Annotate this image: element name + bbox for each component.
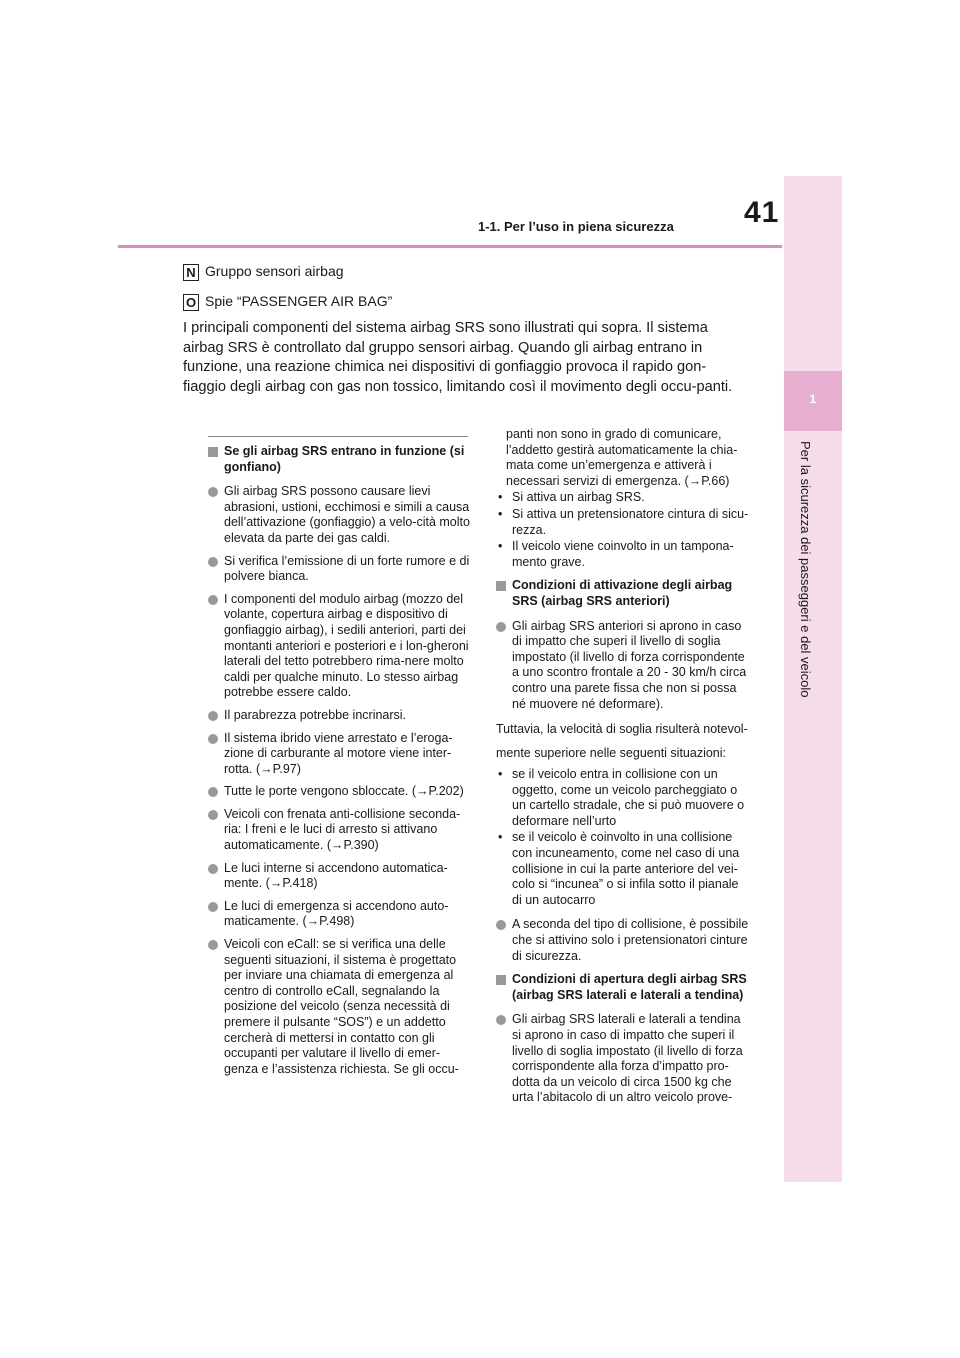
list-item: Veicoli con eCall: se si verifica una delle seguenti situazioni, il sistema è progettato per inviare una chiamata di emergenza al centro di controllo eCall, segnalando la posizione del veicolo (senza necessità di premere il pulsante “SOS”) e un addetto cercherà di mettersi in contatto con gli occupanti per valutare il livello di emer-genza e l’assistenza richiesta. Se gli occu-: [208, 937, 470, 1077]
legend-text-o: Spie “PASSENGER AIR BAG”: [205, 293, 393, 309]
chapter-label: Per la sicurezza dei passeggeri e del veicolo: [798, 441, 813, 698]
header-rule: [118, 245, 782, 248]
list-item: Tutte le porte vengono sbloccate. (→P.202): [208, 784, 470, 800]
list-item: Si verifica l’emissione di un forte rumore e di polvere bianca.: [208, 554, 470, 585]
sub-item: • Si attiva un pretensionatore cintura di sicu-rezza.: [496, 507, 750, 538]
list-item: Gli airbag SRS anteriori si aprono in caso di impatto che superi il livello di soglia impostato (il livello di forza corrispondente a uno scontro frontale a 20 - 30 km/h circa contro una parete fissa che non si possa né muovere né deformare).: [496, 619, 750, 713]
sub-item: • Si attiva un airbag SRS.: [496, 490, 750, 506]
heading-side-airbags: Condizioni di apertura degli airbag SRS (airbag SRS laterali e laterali a tendina): [496, 972, 750, 1003]
legend-item-o: [183, 293, 392, 311]
list-item: I componenti del modulo airbag (mozzo del volante, copertura airbag e dispositivo di gonfiaggio airbag), i sedili anteriori, parti dei montanti anteriori e posteriori e i lon-gheroni laterali del tetto potrebbero rima-nere molto caldi per qualche minuto. Lo stesso airbag potrebbe essere caldo.: [208, 592, 470, 701]
legend-text-n: Gruppo sensori airbag: [205, 263, 344, 279]
list-item: Le luci di emergenza si accendono auto-maticamente. (→P.498): [208, 899, 470, 930]
heading-front-airbags: Condizioni di attivazione degli airbag SRS (airbag SRS anteriori): [496, 578, 750, 609]
list-item: A seconda del tipo di collisione, è possibile che si attivino solo i pretensionatori cinture di sicurezza.: [496, 917, 750, 964]
page-number: 41: [744, 196, 780, 229]
sub-item: • se il veicolo entra in collisione con un oggetto, come un veicolo parcheggiato o un cartello stradale, che si può muovere o deformare nell’urto: [496, 767, 750, 829]
legend-item-n: [183, 263, 344, 281]
badge-o: O: [183, 294, 199, 311]
right-column: [496, 427, 750, 1113]
intro-text: I principali componenti del sistema airbag SRS sono illustrati qui sopra. Il sistema airbag SRS è controllato dal gruppo sensori airbag. Quando gli airbag entrano in funzione, una reazione chimica nei dispositivi di gonfiaggio provoca il rapido gon-fiaggio degli airbag con gas non tossico, limitando così il movimento degli occu-panti.: [183, 320, 733, 395]
section-title: 1-1. Per l’uso in piena sicurezza: [478, 219, 674, 234]
list-item: Gli airbag SRS laterali e laterali a tendina si aprono in caso di impatto che superi il livello di soglia impostato (il livello di forza corrispondente alla forza d’impatto pro-dotta da un veicolo di circa 1500 kg che urta l’abitacolo di un altro veicolo prove-: [496, 1012, 750, 1106]
continuation-text: panti non sono in grado di comunicare, l’addetto gestirà automaticamente la chia-mata come un’emergenza e attiverà i necessari servizi di emergenza. (→P.66): [506, 427, 738, 488]
sub-item: • Il veicolo viene coinvolto in un tampona-mento grave.: [496, 539, 750, 570]
list-item: Gli airbag SRS possono causare lievi abrasioni, ustioni, ecchimosi e simili a causa dell’attivazione (gonfiaggio) a velo-cità molto elevata da parte dei gas caldi.: [208, 484, 470, 546]
intro-paragraph: [183, 319, 743, 397]
badge-n: N: [183, 264, 199, 281]
heading-deployment: Se gli airbag SRS entrano in funzione (si gonfiano): [208, 444, 470, 475]
chapter-number: 1: [809, 392, 817, 406]
left-column: [208, 436, 470, 1084]
sub-item: • se il veicolo è coinvolto in una collisione con incuneamento, come nel caso di una collisione in cui la parte anteriore del vei-colo si “incunea” o si infila sotto il pianale di un autocarro: [496, 830, 750, 908]
plain-text: mente superiore nelle seguenti situazioni:: [496, 746, 726, 761]
list-item: Veicoli con frenata anti-collisione seconda-ria: I freni e le luci di arresto si attivano automaticamente. (→P.390): [208, 807, 470, 854]
list-item: Il parabrezza potrebbe incrinarsi.: [208, 708, 470, 724]
list-item: Il sistema ibrido viene arrestato e l’eroga-zione di carburante al motore viene inter-rotta. (→P.97): [208, 731, 470, 778]
plain-text: Tuttavia, la velocità di soglia risulterà notevol-: [496, 722, 748, 737]
chapter-side-tab: [784, 176, 842, 1182]
list-item: Le luci interne si accendono automatica-mente. (→P.418): [208, 861, 470, 892]
